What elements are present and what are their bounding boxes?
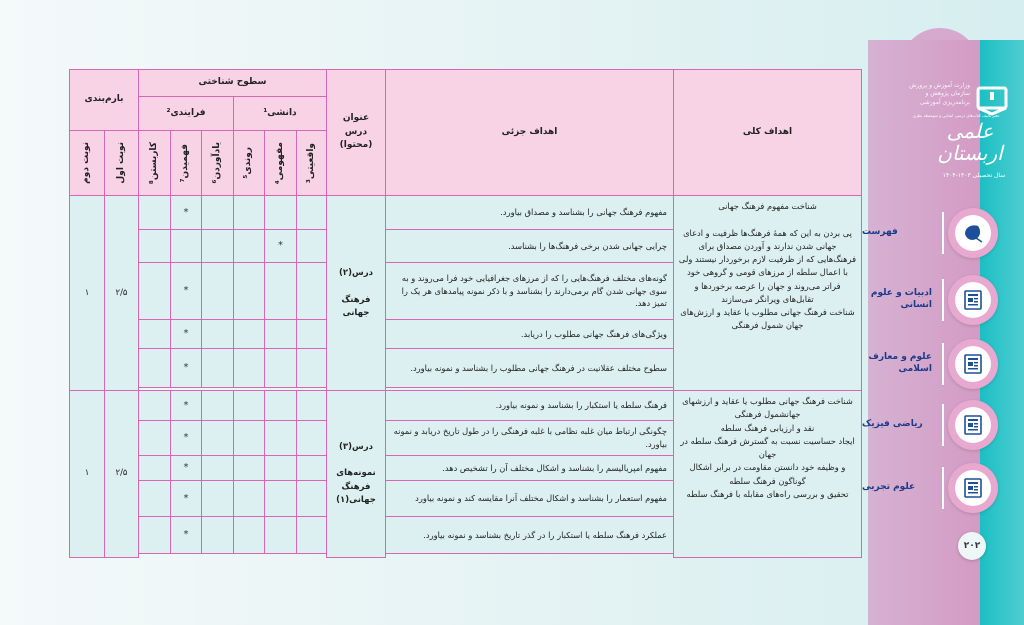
level-mark-cell [264, 516, 297, 554]
level-mark-cell [264, 229, 297, 263]
first-term-score-text: ۲/۵ [115, 468, 128, 479]
header-factual-text: واقعیتی³ [305, 142, 316, 184]
document-icon [963, 414, 983, 436]
header-scoring-text: بارم‌بندی [84, 94, 124, 105]
nav-divider [942, 212, 944, 254]
level-mark-cell [201, 516, 234, 554]
level-mark-cell [264, 319, 297, 349]
level-mark-cell [201, 319, 234, 349]
level-mark-cell [201, 348, 234, 388]
header-conceptual [264, 130, 297, 196]
level-mark-cell [264, 455, 297, 481]
first-term-score-text: ۲/۵ [115, 287, 128, 298]
header-detailed-goals [385, 69, 674, 196]
level-mark-cell [264, 420, 297, 456]
nav-item-islamic-studies[interactable] [870, 337, 1010, 391]
level-mark-cell [138, 480, 171, 517]
objectives-table [69, 69, 862, 556]
level-mark-cell [201, 455, 234, 481]
ministry-name: وزارت آموزش و پرورش سازمان پژوهش و برنامه‌ریزی آموزشی [909, 82, 970, 106]
level-mark-cell [201, 262, 234, 320]
level-mark-cell [138, 390, 171, 421]
page-number: ۲۰۲ [958, 532, 986, 560]
detailed-objective [385, 455, 674, 481]
level-mark-cell [296, 195, 327, 230]
general-goals-cell [673, 195, 862, 392]
level-mark-cell [264, 390, 297, 421]
header-knowledge [233, 96, 327, 131]
detailed-objective-text: مفهوم امپریالیسم را بشناسد و اشکال مختلف آن را تشخیص دهد. [442, 462, 667, 473]
level-mark-cell [233, 420, 265, 456]
nav-item-label: علوم تجربی [862, 482, 916, 493]
header-procedural-text: روندی⁵ [243, 147, 254, 179]
second-term-score [69, 195, 105, 392]
header-process [138, 96, 234, 131]
detailed-objective [385, 516, 674, 554]
academic-year: سال تحصیلی ۱۴۰۳-۱۴۰۴ [942, 172, 1006, 179]
level-mark-cell [233, 319, 265, 349]
header-first-term [104, 130, 139, 196]
nav-icon-circle [948, 463, 998, 513]
level-mark-cell [296, 262, 327, 320]
header-lesson-title [326, 69, 386, 196]
level-mark-cell [170, 319, 202, 349]
brand-calligraphy: علمی اربستان [937, 119, 1003, 165]
level-mark-cell [296, 480, 327, 517]
detailed-objective [385, 420, 674, 456]
nav-divider [942, 467, 944, 509]
level-mark-cell [170, 348, 202, 388]
level-mark-cell [233, 480, 265, 517]
nav-divider [942, 404, 944, 446]
level-mark: * [183, 529, 189, 541]
level-mark-cell [233, 348, 265, 388]
level-mark-cell [264, 348, 297, 388]
level-mark: * [183, 328, 189, 340]
nav-icon-circle [948, 339, 998, 389]
nav-item-label: ریاضی فیزیک [862, 419, 923, 430]
level-mark-cell [233, 516, 265, 554]
detailed-objective-text: گونه‌های مختلف فرهنگ‌هایی را که از مرزهای جغرافیایی خود فرا می‌روند و به سوی جهانی شدن گام برمی‌دارند را بشناسد و با ذکر نمونه پیامدهای هر یک را تمیز دهد. [401, 272, 667, 309]
nav-item-contents[interactable] [862, 206, 1010, 260]
level-mark: * [278, 240, 283, 252]
second-term-score-text: ۱ [84, 287, 90, 298]
header-factual [296, 130, 327, 196]
header-general-goals [673, 69, 862, 196]
level-mark-cell [201, 229, 234, 263]
level-mark-cell [264, 480, 297, 517]
level-mark-cell [138, 229, 171, 263]
header-second-term [69, 130, 105, 196]
nav-item-humanities[interactable] [870, 273, 1010, 327]
header-cognitive-levels-text: سطوح شناختی [198, 77, 267, 88]
nav-divider [942, 343, 944, 385]
detailed-objective-text: فرهنگ سلطه یا استکبار را بشناسد و نمونه بیاورد. [495, 400, 667, 411]
header-cognitive-levels [138, 69, 327, 97]
level-mark-cell [296, 516, 327, 554]
nav-item-math-physics[interactable] [862, 398, 1010, 452]
level-mark-cell [170, 420, 202, 456]
detailed-objective-text: مفهوم استعمار را بشناسد و اشکال مختلف آنرا مقایسه کند و نمونه بیاورد [415, 493, 667, 504]
header-understanding [170, 130, 202, 196]
level-mark-cell [233, 262, 265, 320]
general-goals-text: شناخت فرهنگ جهانی مطلوب یا عقاید و ارزشهای جهانشمول فرهنگی نقد و ارزیابی فرهنگ سلطه ایجاد حساسیت نسبت به گسترش فرهنگ سلطه در جهان و وظیفه خود دانستن مقاومت در برابر اشکال گوناگون فرهنگ سلطه تحقیق و بررسی راه‌های مقابله با فرهنگ سلطه [680, 396, 855, 499]
header-detailed-goals-text: اهداف جزئی [501, 126, 558, 137]
header-first-term-text: نوبت اول [115, 142, 126, 184]
document-icon [963, 289, 983, 311]
level-mark-cell [170, 455, 202, 481]
detailed-objective-text: چرایی جهانی شدن برخی فرهنگ‌ها را بشناسد. [508, 240, 667, 251]
header-knowledge-text: دانشی¹ [263, 107, 297, 118]
nav-icon-circle [948, 400, 998, 450]
nav-item-label: ادبیات و علوم انسانی [870, 288, 932, 310]
level-mark-cell [138, 319, 171, 349]
level-mark: * [183, 362, 189, 374]
header-understanding-text: فهمیدن⁷ [180, 143, 191, 183]
header-conceptual-text: مفهومی⁴ [274, 141, 285, 185]
level-mark: * [183, 206, 189, 218]
second-term-score [69, 390, 105, 558]
level-mark: * [183, 399, 189, 411]
header-process-text: فرایندی² [166, 107, 206, 118]
header-applying-text: کاربستن⁸ [148, 141, 159, 185]
lesson-title-cell [326, 390, 386, 558]
level-mark: * [183, 462, 189, 474]
nav-icon-circle [948, 208, 998, 258]
level-mark-cell [201, 480, 234, 517]
lesson-title-text: درس(۲) فرهنگ جهانی [339, 268, 373, 318]
detailed-objective [385, 262, 674, 320]
level-mark-cell [233, 229, 265, 263]
level-mark-cell [296, 390, 327, 421]
level-mark-cell [296, 455, 327, 481]
lesson-title-cell [326, 195, 386, 392]
level-mark: * [183, 492, 189, 504]
level-mark-cell [264, 262, 297, 320]
level-mark: * [183, 432, 189, 444]
header-lesson-title-text: عنوان درس (محتوا) [339, 112, 373, 151]
level-mark-cell [170, 390, 202, 421]
level-mark-cell [233, 195, 265, 230]
general-goals-text: شناخت مفهوم فرهنگ جهانی پی بردن به این که همهٔ فرهنگ‌ها ظرفیت و ادعای جهانی شدن ندارند و آوردن مصداق برای فرهنگ‌هایی که از ظرفیت لازم برخوردار نیستند ولی با اعمال سلطه از مرزهای قومی و گروهی خود فراتر می‌روند و جهان را عرصه برخوردها و تقابل‌های ویرانگر می‌سازند شناخت فرهنگ جهانی مطلوب یا عقاید و ارزش‌های جهان شمول فرهنگی [678, 201, 857, 331]
level-mark-cell [264, 195, 297, 230]
detailed-objective [385, 229, 674, 263]
detailed-objective [385, 348, 674, 388]
nav-item-experimental-sciences[interactable] [862, 461, 1010, 515]
level-mark-cell [170, 229, 202, 263]
detailed-objective-text: چگونگی ارتباط میان غلبه نظامی با غلبه فرهنگی را در طول تاریخ دریابد و نمونه بیاورد. [393, 426, 667, 449]
level-mark-cell [296, 229, 327, 263]
office-name: دفتر تألیف کتاب‌های درسی ابتدایی و متوسطه نظری [912, 113, 1000, 118]
level-mark-cell [138, 455, 171, 481]
header-scoring [69, 69, 139, 131]
level-mark-cell [170, 480, 202, 517]
leaf-icon [962, 222, 984, 244]
detailed-objective [385, 195, 674, 230]
header-applying [138, 130, 171, 196]
level-mark-cell [296, 420, 327, 456]
level-mark-cell [138, 516, 171, 554]
level-mark-cell [233, 390, 265, 421]
header-general-goals-text: اهداف کلی [742, 126, 793, 137]
header-remembering [201, 130, 234, 196]
document-icon [963, 477, 983, 499]
detailed-objective [385, 319, 674, 349]
level-mark-cell [170, 516, 202, 554]
nav-item-label: علوم و معارف اسلامی [868, 352, 932, 374]
level-mark: * [183, 285, 189, 297]
document-icon [963, 353, 983, 375]
level-mark-cell [201, 195, 234, 230]
nav-icon-circle [948, 275, 998, 325]
detailed-objective-text: ویژگی‌های فرهنگ جهانی مطلوب را دریابد. [520, 328, 667, 339]
detailed-objective [385, 480, 674, 517]
header-second-term-text: نوبت دوم [81, 142, 92, 184]
first-term-score [104, 195, 139, 392]
level-mark-cell [170, 195, 202, 230]
header-procedural [233, 130, 265, 196]
nav-divider [942, 279, 944, 321]
lesson-title-text: درس(۳) نمونه‌های فرهنگ جهانی(۱) [336, 442, 376, 505]
detailed-objective-text: مفهوم فرهنگ جهانی را بشناسد و مصداق بیاورد. [500, 207, 667, 218]
level-mark-cell [296, 319, 327, 349]
detailed-objective-text: عملکرد فرهنگ سلطه یا استکبار را در گذر تاریخ بشناسد و نمونه بیاورد. [423, 529, 667, 540]
second-term-score-text: ۱ [84, 468, 90, 479]
level-mark-cell [138, 420, 171, 456]
level-mark-cell [138, 262, 171, 320]
level-mark-cell [138, 195, 171, 230]
first-term-score [104, 390, 139, 558]
level-mark-cell [170, 262, 202, 320]
level-mark-cell [201, 390, 234, 421]
ministry-logo-icon [972, 84, 1012, 116]
level-mark-cell [138, 348, 171, 388]
nav-item-label: فهرست [862, 227, 898, 238]
detailed-objective [385, 390, 674, 421]
detailed-objective-text: سطوح مختلف عقلانیت در فرهنگ جهانی مطلوب را بشناسد و نمونه بیاورد. [410, 362, 667, 373]
level-mark-cell [201, 420, 234, 456]
general-goals-cell [673, 390, 862, 558]
header-remembering-text: یادآوردن⁶ [211, 142, 222, 184]
level-mark-cell [233, 455, 265, 481]
level-mark-cell [296, 348, 327, 388]
